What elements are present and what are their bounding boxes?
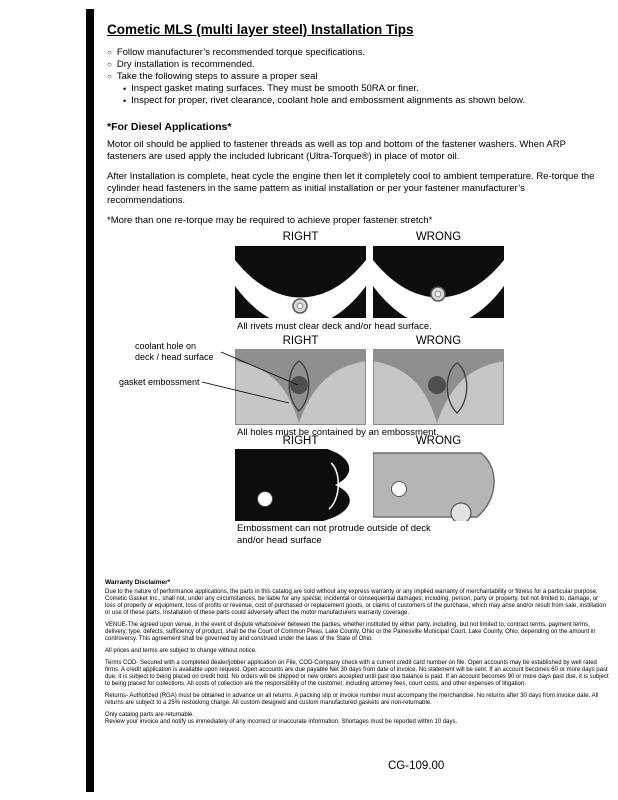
disclaimer-paragraph: Returns- Authorized (RGA) must be obtained in advance on all returns. A packing slip or invoice number must accompany the merchandise. No returns after 30 days from invoice date. All returns are subject to a 25% restocking charge. All custom designed and custom manufactured gaskets are non-returnable. (105, 693, 599, 706)
gasket-embossment-label: gasket embossment (119, 377, 200, 387)
coolant-hole-label: coolant hole on deck / head surface (135, 341, 214, 362)
list-item (107, 59, 608, 71)
diesel-paragraph: After Installation is complete, heat cycle the engine then let it completely cool to ambient temperature. Re-torque the cylinder head fasteners in the same pattern as initial installation or per your fastener manufacturer’s recommendations. (107, 171, 595, 206)
embossment-right-figure (235, 349, 366, 425)
circle-bullet-icon: ○ (107, 48, 112, 57)
right-column-header: RIGHT (282, 231, 319, 243)
figure-caption: Embossment can not protrude outside of deck and/or head surface (237, 523, 431, 546)
page-edge-bar (86, 9, 94, 792)
circle-bullet-icon: ○ (107, 72, 112, 81)
list-item (107, 71, 608, 83)
disclaimer-paragraph: Review your invoice and notify us immediately of any incorrect or inaccurate information. Shortages must be reported within 10 days. (105, 719, 458, 725)
embossment-wrong-figure (373, 349, 504, 425)
page-content (105, 14, 608, 731)
figure-caption: All rivets must clear deck and/or head surface. (237, 321, 432, 332)
wrong-column-header: WRONG (415, 335, 462, 347)
figures-section (105, 231, 608, 553)
tip-text: Take the following steps to assure a proper seal (116, 71, 318, 82)
disclaimer-paragraph: Only catalog parts are returnable. (105, 712, 195, 718)
disclaimer-paragraph: VENUE-The agreed upon venue, in the event of dispute whatsoever between the parties, whether instituted by either party, including, but not limited to, contract terms, payment terms, delivery, type, defects, sufficiency of product, shall be the Court of Common Pleas, Lake County, Ohio or the Painesville Municipal Court, Lake County, Ohio, depending on the amount in controversy. This agreement shall be governed by and construed under the laws of the State of Ohio. (105, 622, 596, 642)
disclaimer-paragraph: All prices and terms are subject to change without notice. (105, 648, 257, 654)
warranty-disclaimer (105, 579, 610, 726)
figure-caption: All holes must be contained by an embossment. (237, 427, 439, 438)
rivet-wrong-figure (373, 246, 504, 318)
wrong-column-header: WRONG (415, 231, 462, 243)
right-column-header: RIGHT (282, 335, 319, 347)
list-item (123, 83, 608, 95)
page-number: CG-109.00 (388, 760, 445, 772)
tip-text: Follow manufacturer’s recommended torque specifications. (116, 47, 366, 58)
tip-text: Inspect for proper, rivet clearance, coolant hole and embossment alignments as shown below. (131, 95, 526, 106)
right-column-header: RIGHT (282, 435, 319, 447)
protrusion-wrong-figure (373, 449, 504, 521)
rivet-right-figure (235, 246, 366, 318)
disclaimer-heading: Warranty Disclaimer* (105, 579, 171, 586)
disclaimer-paragraph: Due to the nature of performance applications, the parts in this catalog are sold without any express warranty or any implied warranty of merchantability or fitness for a particular purpose. Cometic Gasket Inc., shall not, under any circumstances, be liable for any special, incidental or consequential damages, including, person, party or property, but not limited to, damage, or loss of property or equipment, loss of profits or revenue, cost of purchased or replacement goods, or claims of customers of the purchase, which may arise and/or result from sale, instillation or use of these parts. Installation of these parts could adversely affect the motor manufacturers warranty coverage. (105, 589, 606, 616)
disclaimer-paragraph: Terms COD- Secured with a completed dealer/jobber application on File, COD-Company check with a current credit card number on file. Open accounts may be established by well rated firms. A credit application is available upon request. Open accounts are due payable Net 30 days from date of invoice. No statement will be sent. If an account becomes 60 or more days past due, it is subject to being placed on credit hold. No orders will be shipped or new orders accepted until past due balance is paid. If an account becomes 90 or more days past due, it is subject to being placed for collections. All costs of collection are the responsibility of the customer, including attorney fees, court costs, and other expenses of litigation. (105, 660, 609, 687)
page-title: Cometic MLS (multi layer steel) Installation Tips (107, 22, 414, 37)
protrusion-right-figure (235, 449, 366, 521)
list-item (107, 47, 608, 59)
retorque-note: *More than one re-torque may be required to achieve proper fastener stretch* (107, 215, 433, 226)
tip-text: Inspect gasket mating surfaces. They must be smooth 50RA or finer. (131, 83, 419, 94)
dot-bullet-icon: • (123, 96, 127, 106)
dot-bullet-icon: • (123, 84, 127, 94)
tip-text: Dry installation is recommended. (116, 59, 255, 70)
wrong-column-header: WRONG (415, 435, 462, 447)
diesel-paragraph: Motor oil should be applied to fastener threads as well as top and bottom of the fastener washers. When ARP fasteners are used apply the included lubricant (Ultra-Torque®) in place of motor oil. (107, 139, 566, 162)
installation-tips-list (107, 47, 608, 107)
list-item (123, 95, 608, 107)
diesel-applications-heading: *For Diesel Applications* (107, 121, 232, 133)
circle-bullet-icon: ○ (107, 60, 112, 69)
